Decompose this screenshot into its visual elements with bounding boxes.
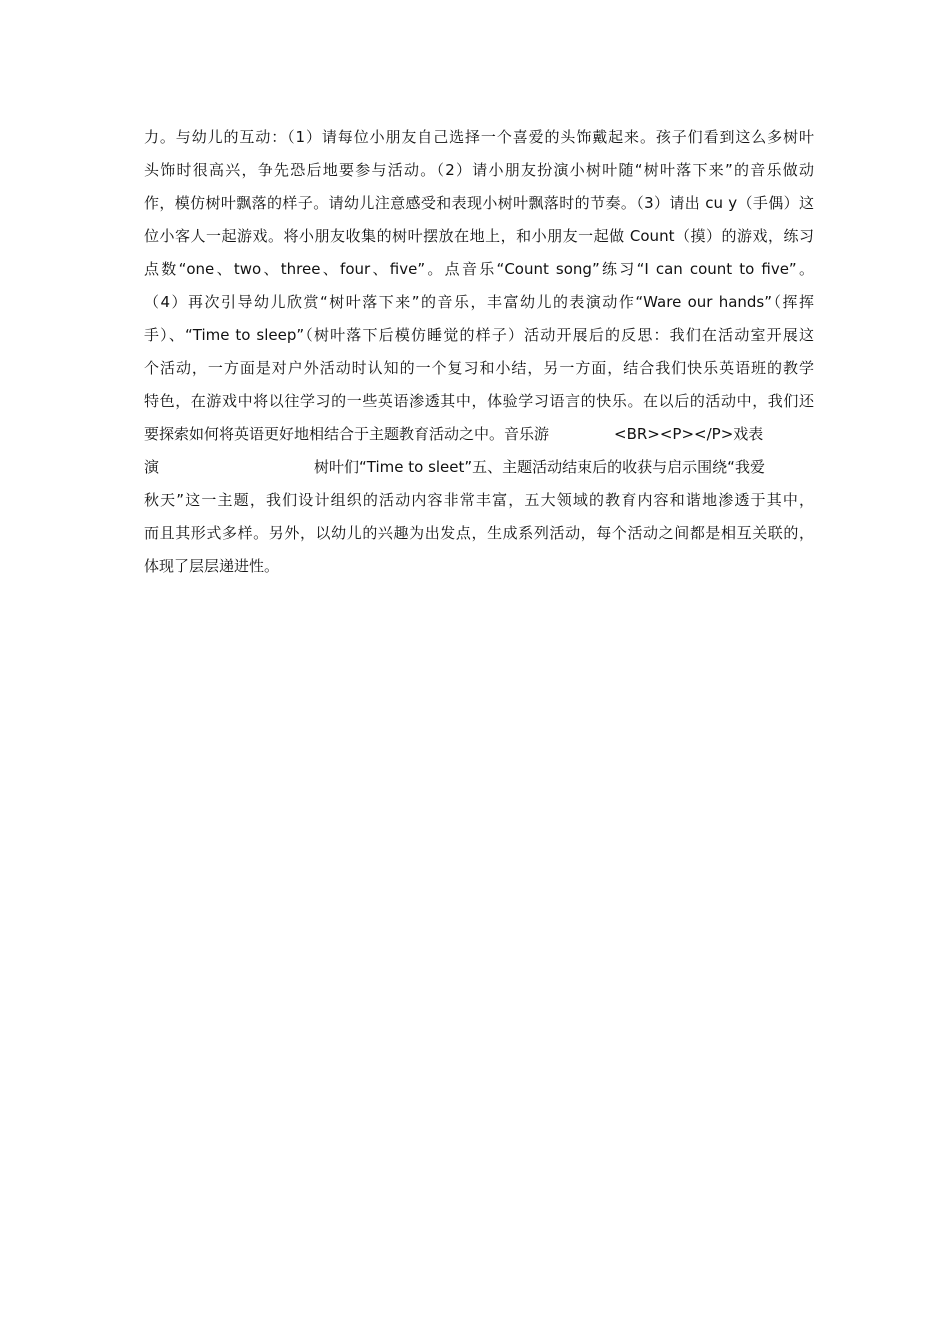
text-line-10 bbox=[144, 418, 814, 451]
text-line-4: 位小客人一起游戏。将小朋友收集的树叶摆放在地上，和小朋友一起做 Count（摸）的游戏，练习 bbox=[144, 227, 814, 245]
text-line-2: 头饰时很高兴，争先恐后地要参与活动。（2）请小朋友扮演小树叶随“树叶落下来”的音乐做动 bbox=[144, 161, 814, 179]
text-line-3: 作，模仿树叶飘落的样子。请幼儿注意感受和表现小树叶飘落时的节奏。（3）请出 cu y（手偶）这 bbox=[144, 194, 814, 212]
text-line-13: 而且其形式多样。另外，以幼儿的兴趣为出发点，生成系列活动，每个活动之间都是相互关联的， bbox=[144, 524, 814, 542]
text-line-5: 点数“one、two、three、four、five”。点音乐“Count song”练习“I can count to five”。 bbox=[144, 260, 814, 278]
text-line-10-left: 要探索如何将英语更好地相结合于主题教育活动之中。音乐游 bbox=[144, 425, 550, 443]
body-text bbox=[144, 121, 814, 583]
text-line-1: 力。与幼儿的互动：（1）请每位小朋友自己选择一个喜爱的头饰戴起来。孩子们看到这么多树叶 bbox=[144, 128, 814, 146]
text-line-6: （4）再次引导幼儿欣赏“树叶落下来”的音乐，丰富幼儿的表演动作“Ware our hands”（挥挥 bbox=[144, 293, 814, 311]
text-line-11 bbox=[144, 451, 814, 484]
text-line-7: 手）、“Time to sleep”（树叶落下后模仿睡觉的样子）活动开展后的反思：我们在活动室开展这 bbox=[144, 326, 814, 344]
text-line-9: 特色，在游戏中将以往学习的一些英语渗透其中，体验学习语言的快乐。在以后的活动中，我们还 bbox=[144, 392, 814, 410]
text-line-11-left: 演 bbox=[144, 458, 160, 476]
text-line-12: 秋天”这一主题，我们设计组织的活动内容非常丰富，五大领域的教育内容和谐地渗透于其中， bbox=[144, 491, 814, 509]
text-line-10-right: <BR><P></P>戏表 bbox=[614, 425, 764, 443]
text-line-8: 个活动，一方面是对户外活动时认知的一个复习和小结，另一方面，结合我们快乐英语班的教学 bbox=[144, 359, 814, 377]
text-line-11-right: 树叶们“Time to sleet”五、主题活动结束后的收获与启示围绕“我爱 bbox=[314, 458, 765, 476]
text-line-14: 体现了层层递进性。 bbox=[144, 557, 280, 575]
